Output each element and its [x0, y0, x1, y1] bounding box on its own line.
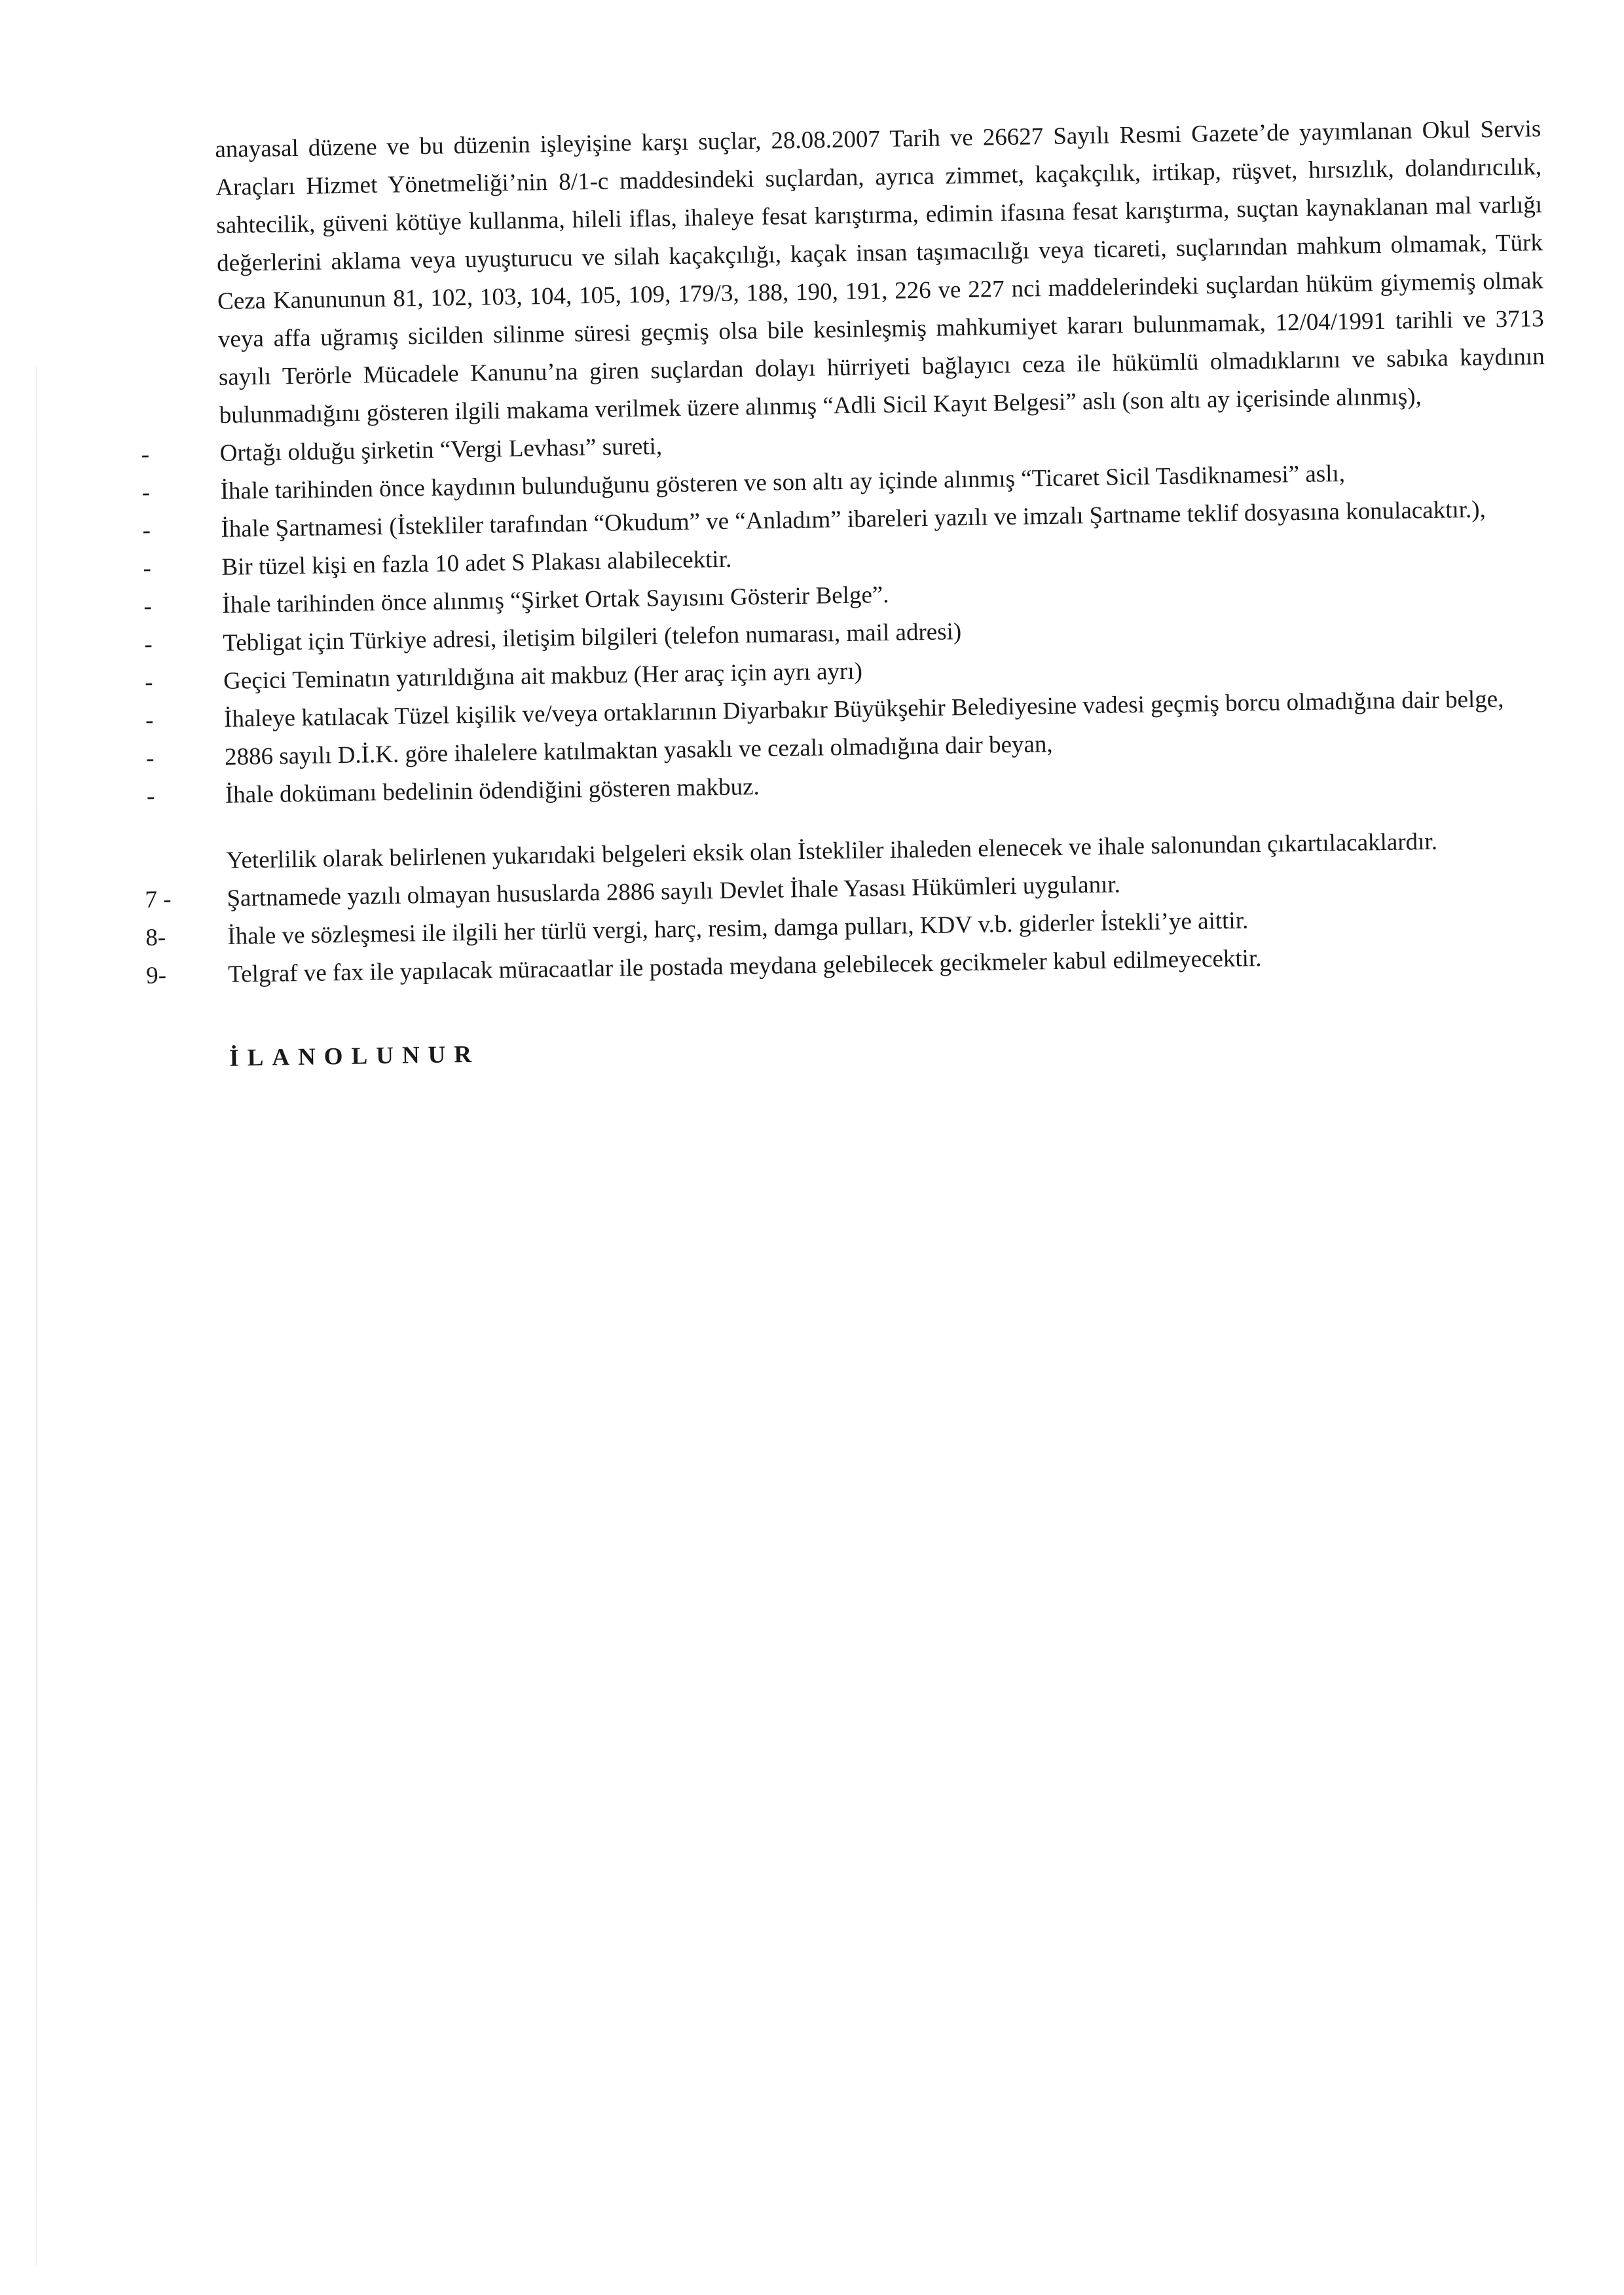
clause-number: 7 -	[145, 886, 172, 913]
list-item-text: İhale tarihinden önce alınmış “Şirket Ortak Sayısını Gösterir Belge”.	[222, 581, 889, 619]
list-marker: -	[143, 631, 153, 658]
list-marker: -	[145, 744, 155, 772]
list-item-text: 2886 sayılı D.İ.K. göre ihalelere katılmaktan yasaklı ve cezalı olmadığına dair beyan,	[224, 731, 1053, 771]
clause-number: 8-	[145, 924, 166, 951]
list-item-text: Geçici Teminatın yatırıldığına ait makbuz (Her araç için ayrı ayrı)	[223, 657, 863, 695]
list-item-text: İhaleye katılacak Tüzel kişilik ve/veya ortaklarının Diyarbakır Büyükşehir Belediyesine vadesi geçmiş borcu olmadığına dair belge,	[223, 686, 1504, 733]
list-item-text: İhale Şartnamesi (İstekliler tarafından “Okudum” ve “Anladım” ibareleri yazılı ve imzalı Şartname teklif dosyasına konulacaktır.),	[221, 496, 1486, 543]
required-documents-list	[141, 414, 1551, 815]
numbered-clauses	[145, 859, 1554, 994]
document-body	[141, 110, 1555, 1078]
list-item-text: İhale tarihinden önce kaydının bulunduğunu gösteren ve son altı ay içinde alınmış “Ticaret Sicil Tasdiknamesi” aslı,	[220, 460, 1346, 505]
list-marker: -	[145, 707, 154, 734]
qualification-note: Yeterlilik olarak belirlenen yukarıdaki belgeleri eksik olan İstekliler ihaleden elenecek ve ihale salonundan çıkartılacaklardır.	[226, 828, 1438, 874]
clause-number: 9-	[145, 962, 167, 989]
list-marker: -	[143, 593, 153, 620]
intro-paragraph: anayasal düzene ve bu düzenin işleyişine karşı suçlar, 28.08.2007 Tarih ve 26627 Sayılı Resmi Gazete’de yayımlanan Okul Servis Araçları Hizmet Yönetmeliği’nin 8/1-c maddesindeki suçlardan, ayrıca zimmet, kaçakçılık, irtikap, rüşvet, hırsızlık, dolandırıcılık, sahtecilik, güveni kötüye kullanma, hileli iflas, ihaleye fesat karıştırma, edimin ifasına fesat karıştırma, suçtan kaynaklanan mal varlığı değerlerini aklama veya uyuşturucu ve silah kaçakçılığı, kaçak insan taşımacılığı veya ticareti, suçlarından mahkum olmamak, Türk Ceza Kanununun 81, 102, 103, 104, 105, 109, 179/3, 188, 190, 191, 226 ve 227 nci maddelerindeki suçlardan hüküm giymemiş olmak veya affa uğramış sicilden silinme süresi geçmiş olsa bile kesinleşmiş mahkumiyet kararı bulunmamak, 12/04/1991 tarihli ve 3713 sayılı Terörle Mücadele Kanunu’na giren suçlardan dolayı hürriyeti bağlayıcı ceza ile hükümlü olmadıklarını ve sabıka kaydının bulunmadığını gösteren ilgili makama verilmek üzere alınmış “Adli Sicil Kayıt Belgesi” aslı (son altı ay içerisinde alınmış),	[215, 115, 1545, 429]
list-marker: -	[143, 555, 152, 582]
list-marker: -	[144, 669, 153, 696]
clause-text: İhale ve sözleşmesi ile ilgili her türlü vergi, harç, resim, damga pulları, KDV v.b. giderler İstekli’ye aittir.	[227, 907, 1249, 950]
list-marker: -	[142, 517, 151, 544]
list-marker: -	[146, 782, 155, 810]
list-marker: -	[141, 479, 151, 506]
list-item-text: Ortağı olduğu şirketin “Vergi Levhası” sureti,	[219, 433, 663, 467]
list-item-text: İhale dokümanı bedelinin ödendiğini gösteren makbuz.	[225, 773, 760, 809]
list-marker: -	[141, 441, 150, 468]
list-item-text: Bir tüzel kişi en fazla 10 adet S Plakası alabilecektir.	[221, 545, 732, 581]
clause-text: Şartnamede yazılı olmayan hususlarda 2886 sayılı Devlet İhale Yasası Hükümleri uygulanır.	[227, 871, 1121, 912]
list-item-text: Tebligat için Türkiye adresi, iletişim bilgileri (telefon numarası, mail adresi)	[222, 618, 962, 657]
closing-announcement: İLANOLUNUR	[229, 1040, 481, 1072]
clause-text: Telgraf ve fax ile yapılacak müracaatlar ile postada meydana gelebilecek gecikmeler kabul edilmeyecektir.	[227, 945, 1262, 988]
scan-edge-shadow	[36, 367, 37, 2266]
